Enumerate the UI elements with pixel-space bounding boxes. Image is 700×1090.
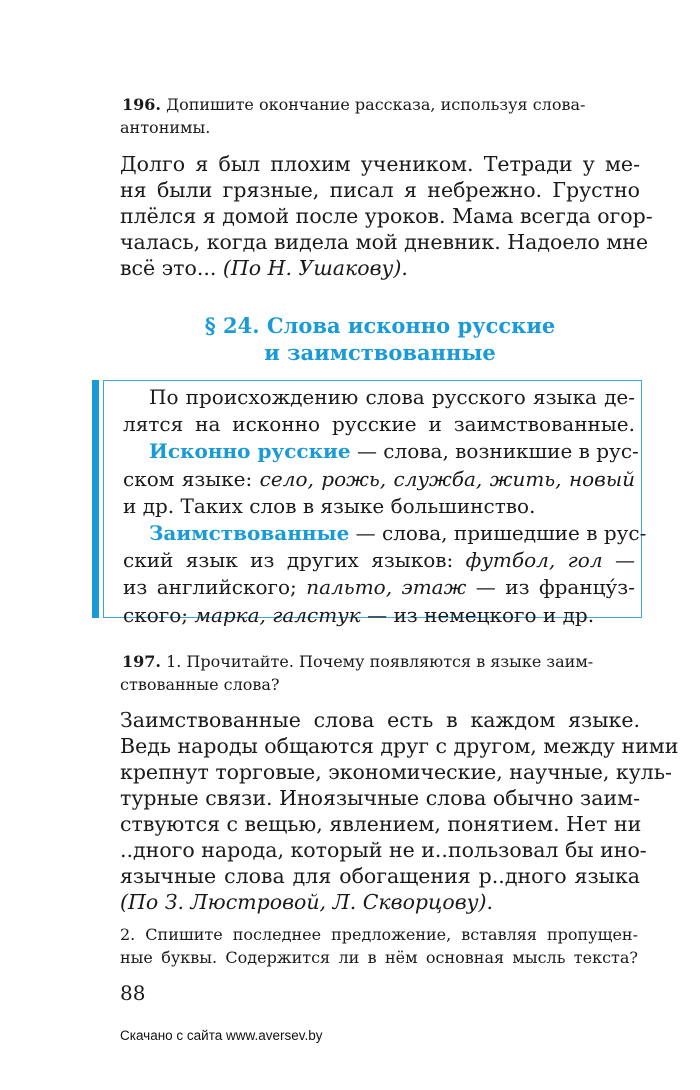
- task-197-source: (По З. Люстровой, Л. Скворцову).: [120, 890, 494, 914]
- native-term: Исконно русские: [149, 439, 351, 464]
- borrowed-definition: — слова, пришедшие в рус-: [349, 521, 647, 546]
- rule-line-end: —: [602, 548, 635, 573]
- rule-german-line: [123, 602, 635, 629]
- task-197-prompt: [122, 650, 637, 696]
- task-197-q2-line2: ные буквы. Содержится ли в нём основная мысль текста?: [120, 948, 638, 967]
- task-197-q2-line1: 2. Спишите последнее предложение, вставляя пропущен-: [120, 925, 638, 944]
- rule-native-line: [149, 438, 639, 465]
- task-196-prompt-line1: Допишите окончание рассказа, используя слова-: [166, 95, 586, 114]
- task-196-number: 196.: [122, 95, 161, 114]
- rule-line-start: ского;: [123, 602, 195, 627]
- task-196-source: (По Н. Ушакову).: [222, 256, 408, 280]
- rule-line: и др. Таких слов в языке большинство.: [123, 493, 536, 518]
- section-heading: [120, 312, 640, 366]
- download-footer: Скачано с сайта www.aversev.by: [120, 1028, 323, 1043]
- rule-line-end: — из немецкого и др.: [360, 602, 595, 627]
- task-196-line: Долго я был плохим учеником. Тетради у ме-: [120, 152, 640, 176]
- task-196-line: чалась, когда видела мой дневник. Надоело мне: [120, 230, 649, 254]
- task-196-text: [120, 151, 653, 281]
- task-196-last-line: [120, 255, 640, 281]
- task-197-line: крепнут торговые, экономические, научные, куль-: [120, 760, 672, 784]
- task-197-line: Заимствованные слова есть в каждом языке.: [120, 708, 640, 732]
- rule-english-line: [123, 547, 635, 574]
- task-197-line: турные связи. Иноязычные слова обычно заим-: [120, 786, 640, 810]
- german-examples: марка, галстук: [194, 602, 361, 627]
- task-197-prompt-line2: ствованные слова?: [120, 675, 280, 694]
- borrowed-term: Заимствованные: [149, 521, 350, 546]
- task-197-text: [120, 707, 679, 915]
- native-definition: — слова, возникшие в рус-: [350, 439, 639, 464]
- rule-borrowed-line: [149, 520, 647, 547]
- task-196-last-line-start: всё это...: [120, 256, 223, 280]
- task-197-line: ствуются с вещью, явлением, понятием. Нет ни: [120, 812, 642, 836]
- task-197-number: 197.: [122, 652, 161, 671]
- french-examples: пальто, этаж: [306, 575, 467, 600]
- task-196-prompt-line2: антонимы.: [120, 118, 211, 137]
- page-number: 88: [120, 981, 146, 1005]
- task-197-prompt-line1: 1. Прочитайте. Почему появляются в языке заим-: [166, 652, 594, 671]
- rule-line: лятся на исконно русские и заимствованные.: [123, 412, 635, 437]
- task-196-prompt: [122, 93, 637, 139]
- task-197-line: Ведь народы общаются друг с другом, между ними: [120, 734, 679, 758]
- rule-line-start: из английского;: [123, 575, 307, 600]
- task-196-line: плёлся я домой после уроков. Мама всегда огор-: [120, 204, 653, 228]
- rule-native-examples-line: [123, 466, 635, 493]
- section-title-line1: § 24. Слова исконно русские: [204, 313, 556, 338]
- english-examples: футбол, гол: [465, 548, 603, 573]
- rule-line-start: ском языке:: [123, 466, 260, 491]
- rule-box-accent-bar: [92, 380, 99, 618]
- native-examples: село, рожь, служба, жить, новый: [259, 466, 635, 491]
- section-title-line2: и заимствованные: [264, 340, 496, 365]
- rule-line-start: ский язык из других языков:: [123, 548, 466, 573]
- rule-line: По происхождению слова русского языка де-: [149, 385, 635, 409]
- task-197-question-2: [120, 923, 638, 969]
- rule-french-line: [123, 574, 635, 601]
- task-196-line: ня были грязные, писал я небрежно. Грустно: [120, 178, 640, 202]
- rule-text: [123, 384, 647, 629]
- rule-line-end: — из францу́з-: [466, 575, 635, 600]
- task-197-line: язычные слова для обогащения р..дного языка: [120, 864, 640, 888]
- task-197-line: ..дного народа, который не и..пользовал бы ино-: [120, 838, 647, 862]
